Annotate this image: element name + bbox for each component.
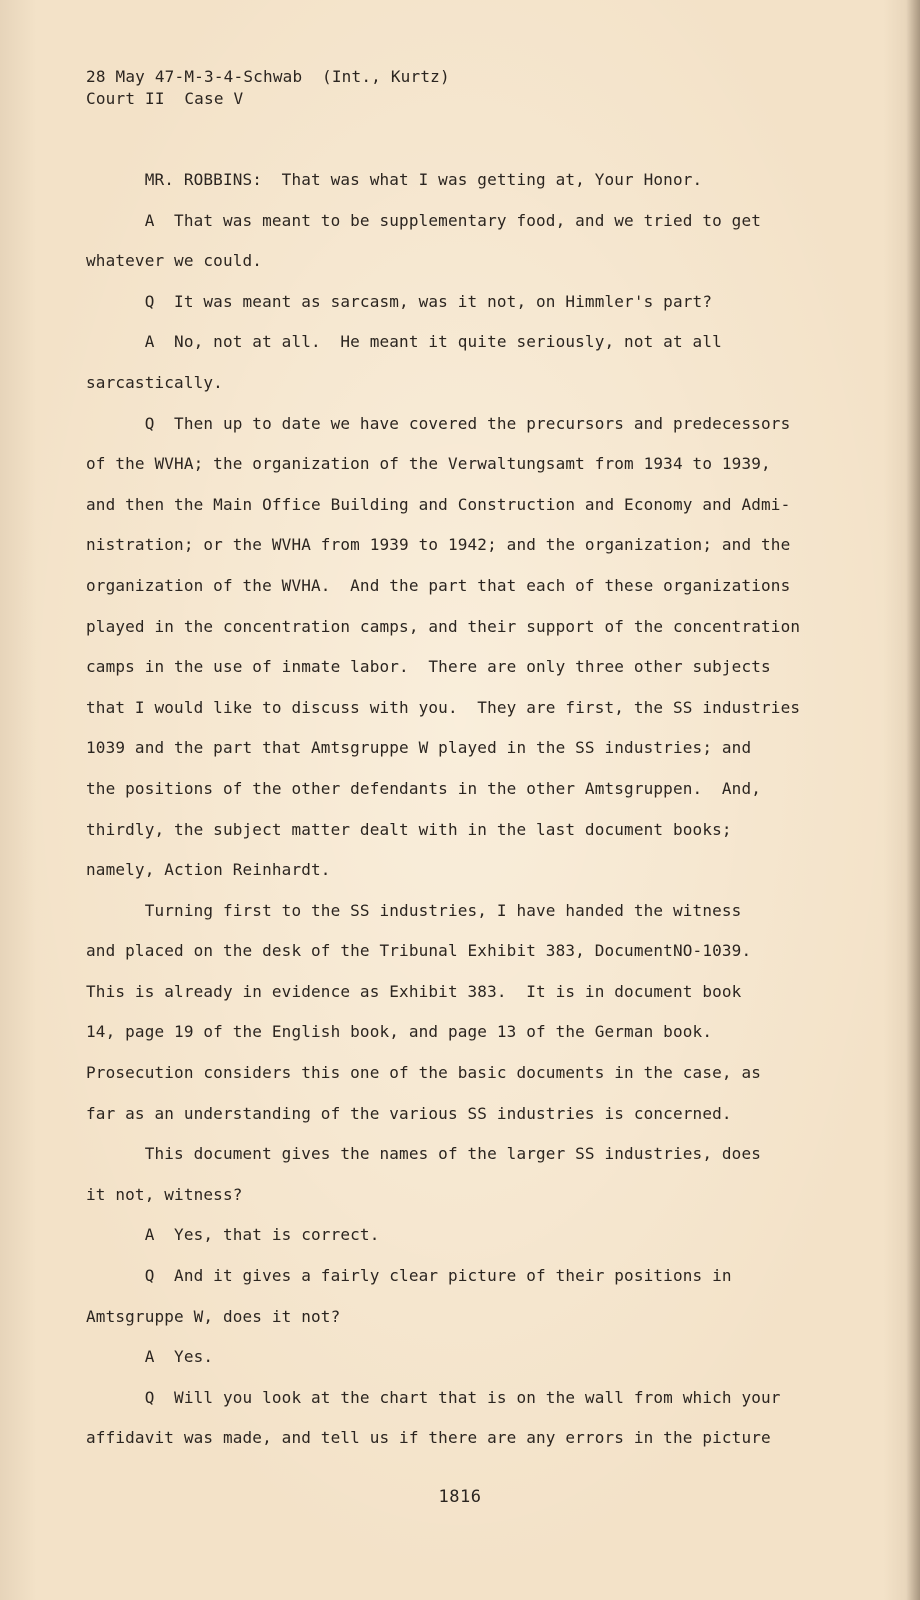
header-date-line: 28 May 47-M-3-4-Schwab (Int., Kurtz) bbox=[86, 67, 450, 86]
transcript-line: 1039 and the part that Amtsgruppe W played in the SS industries; and bbox=[86, 738, 752, 758]
transcript-line: thirdly, the subject matter dealt with in the last document books; bbox=[86, 819, 732, 839]
transcript-line: namely, Action Reinhardt. bbox=[86, 860, 331, 880]
transcript-line: organization of the WVHA. And the part that each of these organizations bbox=[86, 575, 791, 595]
transcript-line: A Yes, that is correct. bbox=[86, 1225, 380, 1245]
transcript-line: played in the concentration camps, and their support of the concentration bbox=[86, 616, 801, 636]
transcript-line: Q Will you look at the chart that is on the wall from which your bbox=[86, 1387, 781, 1407]
transcript-line: whatever we could. bbox=[86, 251, 263, 271]
transcript-line: A That was meant to be supplementary food, and we tried to get bbox=[86, 210, 762, 230]
transcript-line: Prosecution considers this one of the basic documents in the case, as bbox=[86, 1063, 762, 1083]
transcript-line: This document gives the names of the larger SS industries, does bbox=[86, 1144, 762, 1164]
transcript-line: it not, witness? bbox=[86, 1184, 243, 1204]
transcript-line: far as an understanding of the various SS industries is concerned. bbox=[86, 1103, 732, 1123]
header-court-line: Court II Case V bbox=[86, 89, 244, 108]
transcript-line: that I would like to discuss with you. They are first, the SS industries bbox=[86, 697, 801, 717]
transcript-line: camps in the use of inmate labor. There are only three other subjects bbox=[86, 657, 771, 677]
transcript-line: affidavit was made, and tell us if there are any errors in the picture bbox=[86, 1428, 771, 1448]
transcript-line: Q And it gives a fairly clear picture of their positions in bbox=[86, 1266, 732, 1286]
document-header bbox=[86, 66, 450, 110]
transcript-line: of the WVHA; the organization of the Verwaltungsamt from 1934 to 1939, bbox=[86, 454, 771, 474]
transcript-line: A No, not at all. He meant it quite seriously, not at all bbox=[86, 332, 722, 352]
page-number: 1816 bbox=[438, 1487, 482, 1507]
transcript-line: Q Then up to date we have covered the precursors and predecessors bbox=[86, 413, 791, 433]
transcript-line: MR. ROBBINS: That was what I was getting at, Your Honor. bbox=[86, 170, 703, 189]
transcript-line: the positions of the other defendants in the other Amtsgruppen. And, bbox=[86, 778, 762, 798]
page-edge-shadow bbox=[906, 0, 920, 1600]
transcript-line: Amtsgruppe W, does it not? bbox=[86, 1306, 341, 1326]
transcript-line: sarcastically. bbox=[86, 372, 223, 392]
transcript-line: Turning first to the SS industries, I have handed the witness bbox=[86, 900, 742, 920]
transcript-line: nistration; or the WVHA from 1939 to 1942; and the organization; and the bbox=[86, 535, 791, 555]
transcript-line: and placed on the desk of the Tribunal Exhibit 383, DocumentNO-1039. bbox=[86, 941, 752, 961]
transcript-line: A Yes. bbox=[86, 1347, 214, 1367]
transcript-line: Q It was meant as sarcasm, was it not, on Himmler's part? bbox=[86, 291, 713, 311]
transcript-line: This is already in evidence as Exhibit 383. It is in document book bbox=[86, 981, 742, 1001]
transcript-line: 14, page 19 of the English book, and page 13 of the German book. bbox=[86, 1022, 713, 1042]
transcript-body bbox=[86, 160, 846, 1459]
transcript-line: and then the Main Office Building and Construction and Economy and Admi- bbox=[86, 494, 791, 514]
